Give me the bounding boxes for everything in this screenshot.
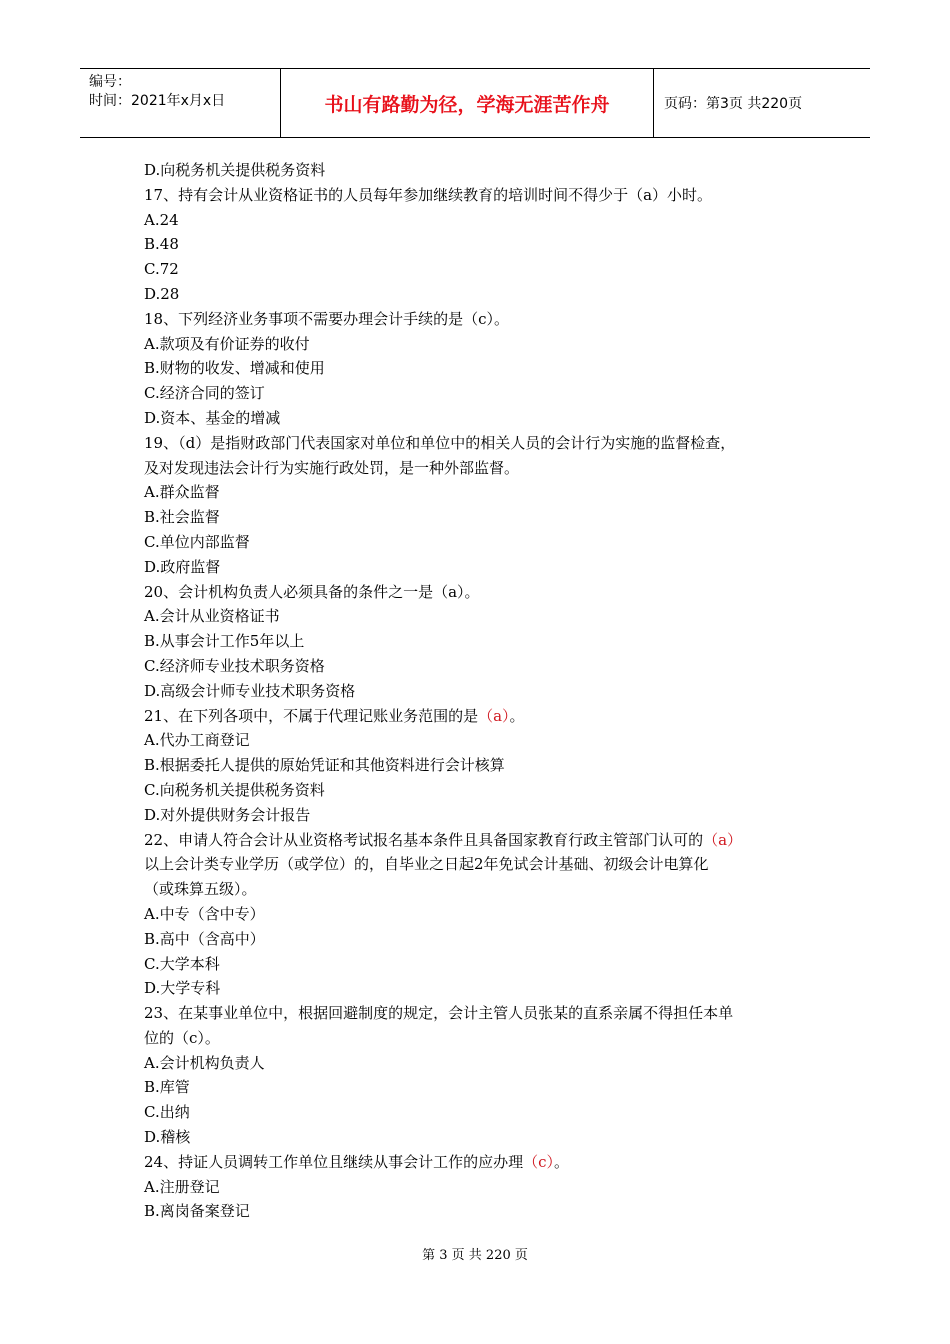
text-line: 位的（c）。 <box>144 1028 220 1047</box>
text-line <box>144 828 814 853</box>
text-line: D.大学专科 <box>144 979 221 998</box>
text-line: C.大学本科 <box>144 954 220 973</box>
text-line: C.出纳 <box>144 1103 190 1122</box>
text-line: 23、在某事业单位中，根据回避制度的规定，会计主管人员张某的直系亲属不得担任本单 <box>144 1004 734 1023</box>
line-segment: 。 <box>554 1152 570 1171</box>
text-line: A.会计机构负责人 <box>144 1053 265 1072</box>
text-line: B.高中（含高中） <box>144 929 265 948</box>
answer-highlight: （a） <box>703 830 743 849</box>
text-line: C.向税务机关提供税务资料 <box>144 780 325 799</box>
text-line: A.24 <box>144 210 179 229</box>
text-line: 以上会计类专业学历（或学位）的，自毕业之日起2年免试会计基础、初级会计电算化 <box>144 855 709 874</box>
text-line: B.社会监督 <box>144 508 220 527</box>
text-line: B.根据委托人提供的原始凭证和其他资料进行会计核算 <box>144 756 505 775</box>
number-label: 编号： <box>89 74 131 90</box>
line-segment: 21、在下列各项中，不属于代理记账业务范围的是 <box>144 706 479 725</box>
text-line: C.单位内部监督 <box>144 532 250 551</box>
header-meta <box>80 69 281 137</box>
text-line: 17、持有会计从业资格证书的人员每年参加继续教育的培训时间不得少于（a）小时。 <box>144 185 713 204</box>
text-line: A.款项及有价证券的收付 <box>144 334 310 353</box>
header-page-info: 页码：第3页 共220页 <box>664 96 803 112</box>
text-line: C.72 <box>144 260 179 279</box>
text-line: D.高级会计师专业技术职务资格 <box>144 681 356 700</box>
text-line: （或珠算五级）。 <box>144 880 257 899</box>
text-line: D.资本、基金的增减 <box>144 408 281 427</box>
text-line: A.中专（含中专） <box>144 904 265 923</box>
text-line: B.从事会计工作5年以上 <box>144 632 305 651</box>
text-line: A.会计从业资格证书 <box>144 607 280 626</box>
text-line <box>144 1150 814 1175</box>
text-line: D.28 <box>144 284 180 303</box>
text-line: A.群众监督 <box>144 483 220 502</box>
answer-highlight: （c） <box>523 1152 554 1171</box>
text-line: B.离岗备案登记 <box>144 1202 250 1221</box>
text-line: B.库管 <box>144 1078 190 1097</box>
text-line: 20、会计机构负责人必须具备的条件之一是（a）。 <box>144 582 480 601</box>
text-line <box>144 704 814 729</box>
text-line: D.政府监督 <box>144 557 221 576</box>
header-motto: 书山有路勤为径，学海无涯苦作舟 <box>281 69 654 137</box>
text-line: B.财物的收发、增减和使用 <box>144 359 325 378</box>
time-label: 时间：2021年x月x日 <box>89 93 226 109</box>
text-line: A.代办工商登记 <box>144 731 250 750</box>
text-line: A.注册登记 <box>144 1177 220 1196</box>
text-line: B.48 <box>144 235 179 254</box>
question-list <box>144 158 814 1224</box>
text-line: C.经济合同的签订 <box>144 384 265 403</box>
page-footer: 第 3 页 共 220 页 <box>422 1248 528 1263</box>
text-line: C.经济师专业技术职务资格 <box>144 656 325 675</box>
answer-highlight: （a） <box>478 706 510 725</box>
line-segment: 24、持证人员调转工作单位且继续从事会计工作的应办理 <box>144 1152 524 1171</box>
text-line: D.向税务机关提供税务资料 <box>144 161 326 179</box>
text-line: 19、（d）是指财政部门代表国家对单位和单位中的相关人员的会计行为实施的监督检查， <box>144 433 736 452</box>
text-line: 及对发现违法会计行为实施行政处罚，是一种外部监督。 <box>144 458 520 477</box>
line-segment: 22、申请人符合会计从业资格考试报名基本条件且具备国家教育行政主管部门认可的 <box>144 830 704 849</box>
text-line: 18、下列经济业务事项不需要办理会计手续的是（c）。 <box>144 309 509 328</box>
text-line: D.对外提供财务会计报告 <box>144 805 311 824</box>
page-header <box>80 68 870 138</box>
text-line: D.稽核 <box>144 1128 191 1147</box>
line-segment: 。 <box>509 706 525 725</box>
